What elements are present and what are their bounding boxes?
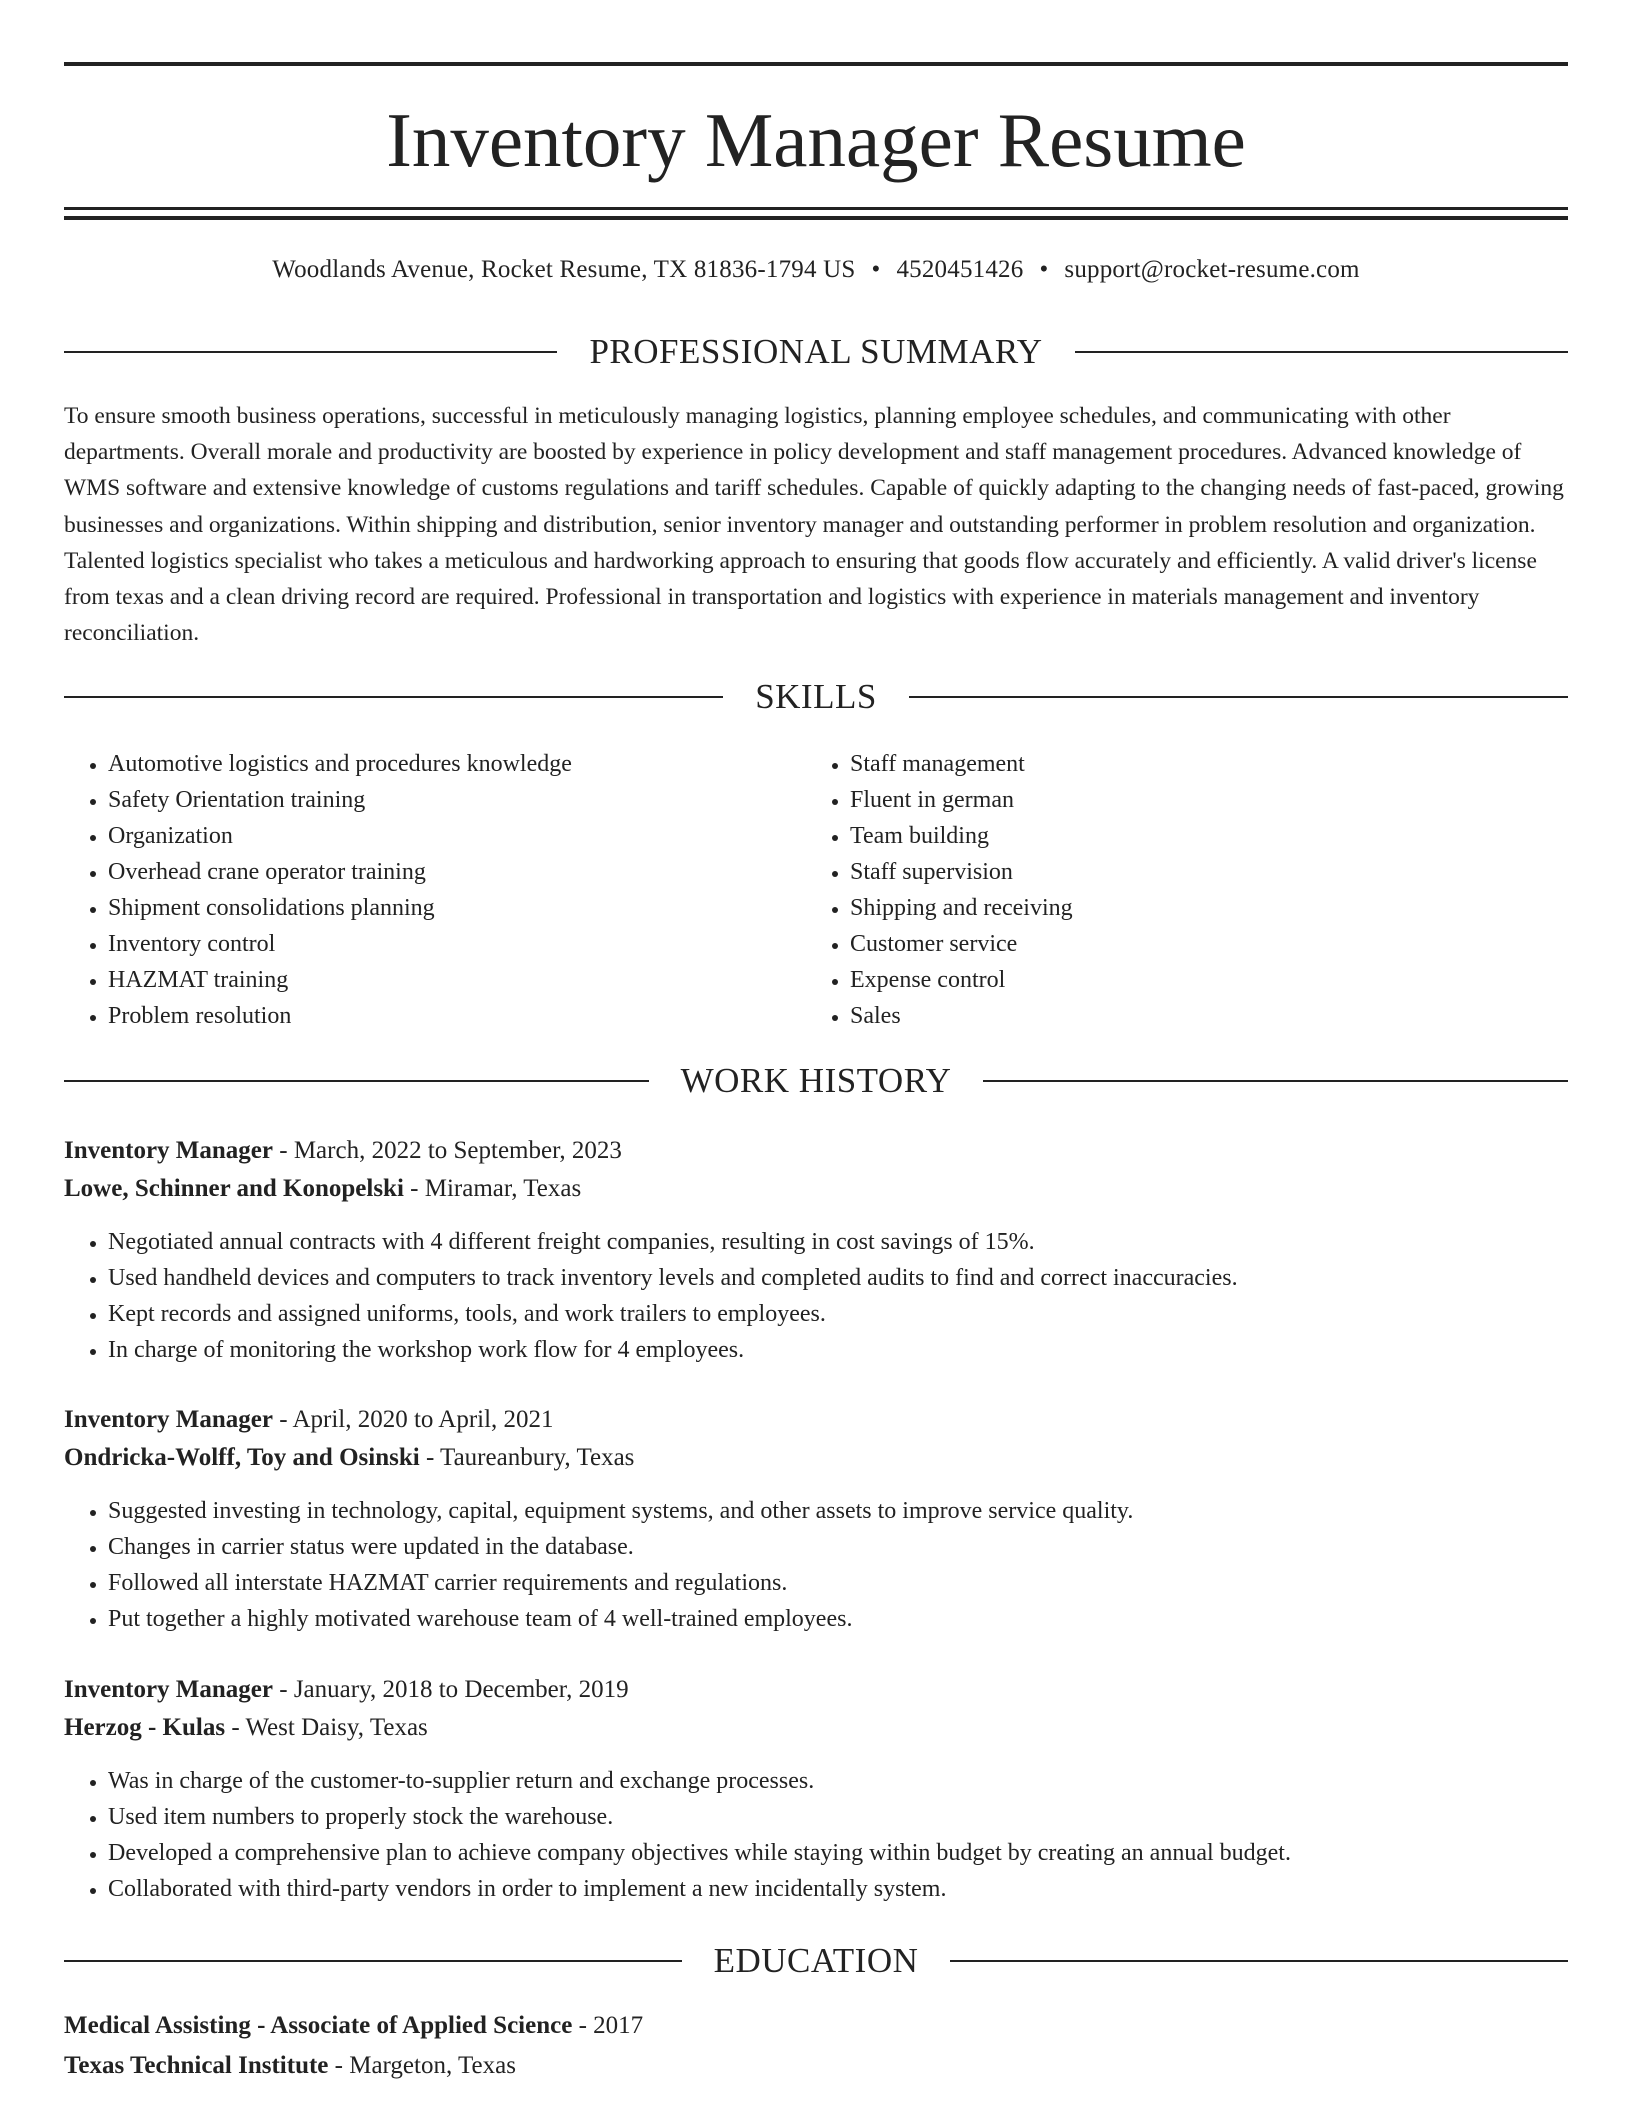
- job-bullet: • Kept records and assigned uniforms, tools, and work trailers to employees.: [108, 1296, 1568, 1332]
- job-bullet: • Changes in carrier status were updated in the database.: [108, 1529, 1568, 1565]
- job-bullets: [64, 1224, 1568, 1368]
- company-location: - Taureanbury, Texas: [419, 1444, 635, 1471]
- job-title: Inventory Manager: [64, 1676, 273, 1703]
- divider-line: [64, 351, 557, 353]
- contact-email: support@rocket-resume.com: [1064, 256, 1360, 283]
- skill-item: • Fluent in german: [850, 782, 1504, 818]
- job-bullet: • Collaborated with third-party vendors in order to implement a new incidentally system.: [108, 1871, 1568, 1907]
- job-dates: - April, 2020 to April, 2021: [273, 1406, 554, 1433]
- job-entry: [64, 1401, 1568, 1637]
- contact-line: [64, 252, 1568, 288]
- company-name: Ondricka-Wolff, Toy and Osinski: [64, 1444, 420, 1471]
- job-title: Inventory Manager: [64, 1137, 273, 1164]
- skill-item: • HAZMAT training: [108, 962, 806, 998]
- job-title-line: [64, 1132, 1568, 1170]
- section-title: SKILLS: [755, 677, 877, 716]
- skills-column-left: [64, 746, 806, 1034]
- divider-line: [983, 1080, 1568, 1082]
- skill-item: • Inventory control: [108, 926, 806, 962]
- resume-title: Inventory Manager Resume: [386, 97, 1246, 183]
- job-dates: - January, 2018 to December, 2019: [273, 1676, 629, 1703]
- section-title: EDUCATION: [713, 1941, 919, 1980]
- section-heading-work-history: [64, 1059, 1568, 1103]
- summary-text: To ensure smooth business operations, successful in meticulously managing logistics, planning employee schedules, and communicating with other departments. Overall morale and productivity are boosted by experience in policy development and staff management procedures. Advanced knowledge of WMS software and extensive knowledge of customs regulations and tariff schedules. Capable of quickly adapting to the changing needs of fast-paced, growing businesses and organizations. Within shipping and distribution, senior inventory manager and outstanding performer in problem resolution and organization. Talented logistics specialist who takes a meticulous and hardworking approach to ensuring that goods flow accurately and efficiently. A valid driver's license from texas and a clean driving record are required. Professional in transportation and logistics with experience in materials management and inventory reconciliation.: [64, 403, 1564, 647]
- skills-list: [64, 746, 1568, 1034]
- skills-column-right: [806, 746, 1504, 1034]
- company-location: - West Daisy, Texas: [225, 1714, 428, 1741]
- school-name: Texas Technical Institute: [64, 2052, 329, 2079]
- school-location: - Margeton, Texas: [328, 2052, 516, 2079]
- job-bullet: • Used handheld devices and computers to track inventory levels and completed audits to find and correct inaccuracies.: [108, 1260, 1568, 1296]
- divider-line: [1075, 351, 1568, 353]
- job-bullet: • Suggested investing in technology, capital, equipment systems, and other assets to improve service quality.: [108, 1493, 1568, 1529]
- skill-item: • Problem resolution: [108, 998, 806, 1034]
- job-bullet: • Used item numbers to properly stock the warehouse.: [108, 1799, 1568, 1835]
- skill-item: • Automotive logistics and procedures knowledge: [108, 746, 806, 782]
- job-bullet: • Was in charge of the customer-to-supplier return and exchange processes.: [108, 1763, 1568, 1799]
- skill-item: • Team building: [850, 818, 1504, 854]
- job-entry: [64, 1132, 1568, 1368]
- section-heading-skills: [64, 675, 1568, 719]
- skill-item: • Customer service: [850, 926, 1504, 962]
- contact-phone: 4520451426: [896, 256, 1024, 283]
- contact-address: Woodlands Avenue, Rocket Resume, TX 81836-1794 US: [272, 256, 856, 283]
- section-heading-summary: [64, 330, 1568, 374]
- header-top-rule: [64, 62, 1568, 66]
- job-entry: [64, 1671, 1568, 1907]
- company-name: Herzog - Kulas: [64, 1714, 226, 1741]
- skill-item: • Overhead crane operator training: [108, 854, 806, 890]
- skill-item: • Safety Orientation training: [108, 782, 806, 818]
- company-name: Lowe, Schinner and Konopelski: [64, 1175, 404, 1202]
- school-line: [64, 2047, 1568, 2085]
- degree-name: Medical Assisting - Associate of Applied Science: [64, 2012, 573, 2039]
- divider-line: [64, 696, 723, 698]
- job-title-line: [64, 1401, 1568, 1439]
- skill-item: • Organization: [108, 818, 806, 854]
- divider-line: [64, 1960, 682, 1962]
- section-title: PROFESSIONAL SUMMARY: [589, 332, 1043, 371]
- company-location: - Miramar, Texas: [403, 1175, 582, 1202]
- skill-item: • Staff management: [850, 746, 1504, 782]
- job-title-line: [64, 1671, 1568, 1709]
- education-entry: [64, 2007, 1568, 2085]
- section-heading-education: [64, 1939, 1568, 1983]
- degree-year: - 2017: [572, 2012, 644, 2039]
- skill-item: • Expense control: [850, 962, 1504, 998]
- job-bullets: [64, 1493, 1568, 1637]
- job-bullet: • Developed a comprehensive plan to achieve company objectives while staying within budget by creating an annual budget.: [108, 1835, 1568, 1871]
- divider-line: [950, 1960, 1568, 1962]
- job-bullet: • Followed all interstate HAZMAT carrier requirements and regulations.: [108, 1565, 1568, 1601]
- job-title: Inventory Manager: [64, 1406, 273, 1433]
- job-bullets: [64, 1763, 1568, 1907]
- job-bullet: • Put together a highly motivated warehouse team of 4 well-trained employees.: [108, 1601, 1568, 1637]
- skill-item: • Shipping and receiving: [850, 890, 1504, 926]
- degree-line: [64, 2007, 1568, 2045]
- job-company-line: [64, 1439, 1568, 1477]
- divider-line: [909, 696, 1568, 698]
- job-dates: - March, 2022 to September, 2023: [273, 1137, 622, 1164]
- section-title: WORK HISTORY: [680, 1061, 952, 1100]
- skill-item: • Shipment consolidations planning: [108, 890, 806, 926]
- job-company-line: [64, 1709, 1568, 1747]
- skill-item: • Sales: [850, 998, 1504, 1034]
- job-company-line: [64, 1170, 1568, 1208]
- job-bullet: • Negotiated annual contracts with 4 different freight companies, resulting in cost savings of 15%.: [108, 1224, 1568, 1260]
- contact-separator: •: [871, 256, 881, 283]
- job-bullet: • In charge of monitoring the workshop work flow for 4 employees.: [108, 1332, 1568, 1368]
- header-double-rule: [64, 207, 1568, 220]
- skill-item: • Staff supervision: [850, 854, 1504, 890]
- divider-line: [64, 1080, 649, 1082]
- contact-separator: •: [1039, 256, 1049, 283]
